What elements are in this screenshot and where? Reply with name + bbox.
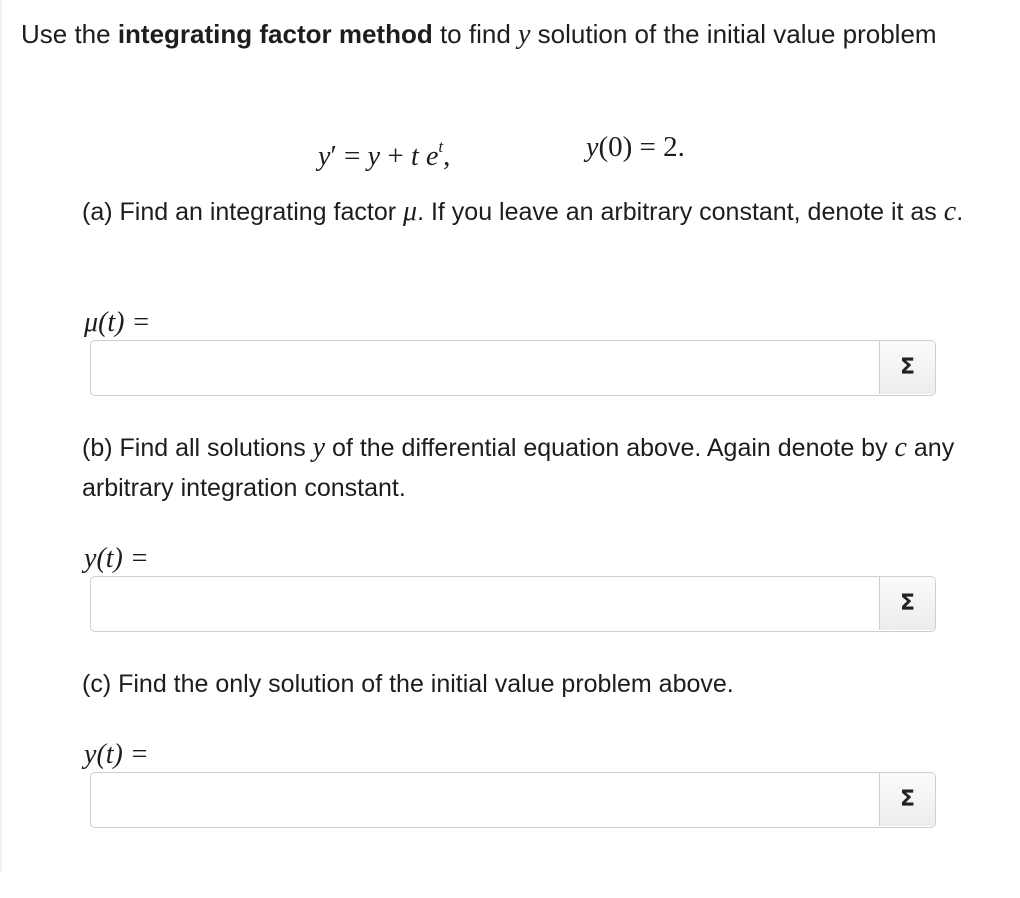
sigma-icon: Σ: [899, 355, 916, 380]
left-border: [0, 0, 2, 872]
sigma-icon: Σ: [899, 591, 916, 616]
sigma-icon: Σ: [899, 787, 916, 812]
method-name: integrating factor method: [117, 19, 433, 49]
initial-condition: [586, 124, 685, 170]
part-a-text: (a) Find an integrating factor: [82, 198, 403, 226]
mu-answer-input[interactable]: [91, 341, 877, 394]
part-c-answer-box: [90, 772, 936, 828]
part-a-answer-box: [90, 340, 936, 396]
eq-rhs-y: y: [367, 141, 381, 172]
math-editor-button-b[interactable]: [879, 577, 935, 630]
part-a-const: c: [943, 196, 957, 227]
part-b-lhs-rest: (t) =: [96, 543, 149, 574]
intro-text-pre: Use the: [21, 19, 118, 49]
eq-e: e: [425, 141, 439, 172]
eq-prime: ′: [330, 140, 337, 172]
math-editor-button-c[interactable]: [879, 773, 935, 826]
problem-statement: [21, 14, 981, 55]
part-c-question: [82, 664, 1002, 704]
part-a-lhs-rest: (t) =: [98, 307, 151, 338]
math-editor-button-a[interactable]: [879, 341, 935, 394]
part-c-lhs-rest: (t) =: [96, 739, 149, 770]
part-b-var-y: y: [312, 432, 326, 463]
intro-text-mid: to find: [432, 19, 519, 49]
part-a-mu: μ: [403, 196, 418, 227]
ic-y: y: [586, 132, 599, 163]
part-b-text3: any arbitrary integration constant.: [82, 434, 955, 502]
part-b-answer-label: [84, 540, 149, 577]
eq-t: t: [410, 141, 419, 172]
eq-comma: ,: [443, 140, 451, 172]
particular-solution-input[interactable]: [91, 773, 877, 826]
part-a-text3: .: [956, 198, 964, 226]
intro-text-post: solution of the initial value problem: [530, 19, 937, 49]
part-a-answer-label: [84, 304, 150, 341]
eq-equals: =: [336, 140, 368, 172]
part-b-answer-box: [90, 576, 936, 632]
part-a-text2: . If you leave an arbitrary constant, denote it as: [417, 198, 944, 226]
part-c-text: (c) Find the only solution of the initial value problem above.: [82, 670, 734, 698]
eq-plus: +: [380, 140, 411, 172]
ic-value: (0) = 2.: [598, 131, 685, 163]
part-b-question: [82, 428, 1002, 508]
eq-lhs-y: y: [318, 141, 331, 172]
part-a-lhs-mu: μ: [84, 307, 99, 338]
part-c-lhs-y: y: [84, 739, 97, 770]
part-b-text: (b) Find all solutions: [82, 434, 313, 462]
intro-var-y: y: [518, 19, 531, 50]
eq-exponent-t: t: [438, 137, 444, 156]
part-b-lhs-y: y: [84, 543, 97, 574]
general-solution-input[interactable]: [91, 577, 877, 630]
differential-equation: [318, 124, 450, 170]
part-c-answer-label: [84, 736, 149, 773]
part-b-text2: of the differential equation above. Again denote by: [325, 434, 895, 462]
part-a-question: [82, 192, 1002, 232]
part-b-const: c: [894, 432, 907, 463]
